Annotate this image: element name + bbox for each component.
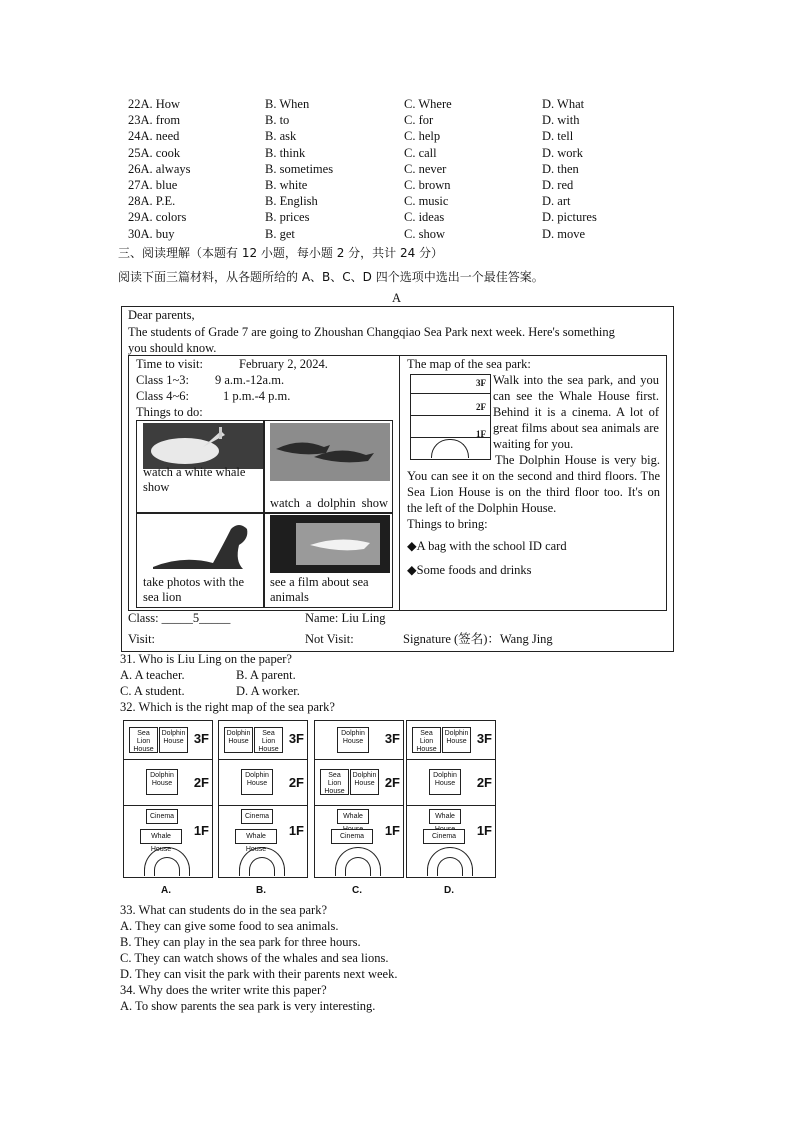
option-b: B. think (265, 145, 306, 160)
map-option-label: A. (161, 885, 171, 896)
bring-item-2-text: Some foods and drinks (416, 563, 532, 577)
option-c: C. call (404, 145, 437, 160)
bring-item-1-text: A bag with the school ID card (416, 539, 567, 553)
greeting: Dear parents, (128, 308, 195, 322)
option-a: 27A. blue (128, 177, 178, 192)
floor-3f-label: 3F (193, 731, 209, 746)
map-text-2: The Dolphin House is very big. You can see it on the second and third floors. The Sea Lion House is on the third floor too. It's on the left of the Dolphin House. (407, 453, 660, 515)
option-b: B. When (265, 97, 310, 111)
class-b-time: 1 p.m.-4 p.m. (223, 389, 291, 403)
option-b: B. white (265, 177, 308, 192)
map-option-b[interactable] (218, 720, 308, 878)
activity-film (263, 512, 393, 608)
mini-map (410, 374, 491, 460)
table-divider (399, 356, 400, 610)
option-a: 22A. How (128, 97, 181, 111)
option-a: 23A. from (128, 113, 181, 128)
letter-box (121, 306, 674, 652)
mini-map-2f: 2F (476, 402, 486, 412)
q33-a: A. They can give some food to sea animals. (120, 919, 339, 933)
option-b: B. prices (265, 210, 310, 225)
mini-map-3f: 3F (476, 378, 486, 388)
map-room: Dolphin House (337, 727, 369, 753)
section-title: 三、阅读理解（本题有 12 小题，每小题 2 分，共计 24 分） (118, 246, 444, 260)
activity-sealion-label: take photos with the sea lion (143, 575, 245, 604)
map-room: Whale House (140, 829, 182, 844)
intro-line-2: you should know. (128, 341, 217, 355)
option-b: B. get (265, 226, 295, 241)
signature-field: Signature (签名)：Wang Jing (403, 632, 553, 646)
option-d: D. then (542, 161, 579, 176)
map-option-label: B. (256, 885, 266, 896)
map-room: Cinema (241, 809, 273, 824)
not-visit-field: Not Visit: (305, 632, 354, 646)
q31-c: C. A student. (120, 684, 185, 698)
option-b: B. sometimes (265, 161, 334, 176)
map-room: Whale House (235, 829, 277, 844)
visit-field: Visit: (128, 632, 156, 646)
activity-dolphin (263, 420, 393, 514)
floor-1f-label: 1F (384, 823, 400, 838)
info-table (128, 355, 667, 611)
class-a-label: Class 1~3: (136, 373, 189, 387)
map-option-a[interactable] (123, 720, 213, 878)
option-a: 26A. always (128, 161, 191, 176)
q33-c: C. They can watch shows of the whales and sea lions. (120, 951, 389, 965)
floor-2f-label: 2F (193, 775, 209, 790)
option-b: B. ask (265, 129, 297, 144)
option-d: D. What (542, 97, 585, 111)
option-a: 28A. P.E. (128, 194, 176, 209)
bring-item-2: ◆Some foods and drinks (407, 563, 532, 577)
activity-whale (136, 420, 265, 514)
option-d: D. pictures (542, 210, 597, 225)
activity-film-label: see a film about sea animals (270, 575, 369, 604)
map-option-c[interactable] (314, 720, 404, 878)
option-b: B. to (265, 113, 290, 128)
option-c: C. ideas (404, 210, 445, 225)
option-d: D. red (542, 177, 574, 192)
option-d: D. with (542, 113, 580, 128)
q31-d: D. A worker. (236, 684, 300, 698)
q31-stem: 31. Who is Liu Ling on the paper? (120, 652, 292, 666)
film-photo (270, 515, 390, 573)
passage-label: A (392, 291, 402, 305)
activity-dolphin-label: watch a dolphin show (270, 496, 388, 510)
map-room: Whale (429, 809, 461, 824)
time-label: Time to visit: (136, 357, 203, 371)
class-field: Class: _____5_____ (128, 611, 231, 625)
floor-3f-label: 3F (384, 731, 400, 746)
map-text-1: Walk into the sea park, and you can see the Whale House first. Behind it is a cinema. A lot of great films about sea animals are waiting for you. (493, 373, 659, 451)
floor-1f-label: 1F (193, 823, 209, 838)
map-room: Sea Lion House (412, 727, 441, 753)
option-c: C. show (404, 226, 445, 241)
mini-map-1f: 1F (476, 429, 486, 439)
floor-2f-label: 2F (384, 775, 400, 790)
map-option-d[interactable] (406, 720, 496, 878)
map-room: Dolphin House (241, 769, 273, 795)
option-a: 24A. need (128, 129, 180, 144)
floor-2f-label: 2F (288, 775, 304, 790)
map-room: Dolphin House (429, 769, 461, 795)
q32-stem: 32. Which is the right map of the sea park? (120, 700, 335, 714)
map-room: Dolphin House (350, 769, 379, 795)
option-d: D. tell (542, 129, 574, 144)
option-d: D. art (542, 194, 571, 209)
option-b: B. English (265, 194, 318, 209)
dolphin-photo (270, 423, 390, 481)
map-option-label: D. (444, 885, 454, 896)
map-title: The map of the sea park: (407, 357, 531, 371)
map-room: Sea Lion House (254, 727, 283, 753)
entrance-arch-inner (154, 857, 180, 876)
option-c: C. Where (404, 97, 452, 111)
map-room: Dolphin House (224, 727, 253, 753)
sealion-photo (143, 515, 263, 573)
entrance-arch-inner (249, 857, 275, 876)
map-room: Cinema (423, 829, 465, 844)
map-option-label: C. (352, 885, 362, 896)
activity-whale-label: watch a white whale show (143, 465, 246, 494)
q34-a: A. To show parents the sea park is very interesting. (120, 999, 376, 1013)
floor-2f-label: 2F (476, 775, 492, 790)
section-instruction: 阅读下面三篇材料，从各题所给的 A、B、C、D 四个选项中选出一个最佳答案。 (118, 270, 544, 284)
q33-d: D. They can visit the park with their parents next week. (120, 967, 398, 981)
class-a-time: 9 a.m.-12a.m. (215, 373, 285, 387)
things-to-bring: Things to bring: (407, 517, 488, 531)
class-b-label: Class 4~6: (136, 389, 189, 403)
name-field: Name: Liu Ling (305, 611, 386, 625)
q31-b: B. A parent. (236, 668, 296, 682)
things-to-do: Things to do: (136, 405, 203, 419)
q33-stem: 33. What can students do in the sea park? (120, 903, 328, 917)
floor-3f-label: 3F (476, 731, 492, 746)
floor-1f-label: 1F (476, 823, 492, 838)
option-a: 29A. colors (128, 210, 187, 225)
option-d: D. work (542, 145, 583, 160)
option-c: C. music (404, 194, 449, 209)
map-room: Cinema (331, 829, 373, 844)
entrance-arch-inner (437, 857, 463, 876)
map-room: Whale (337, 809, 369, 824)
q33-b: B. They can play in the sea park for three hours. (120, 935, 361, 949)
q34-stem: 34. Why does the writer write this paper? (120, 983, 327, 997)
option-d: D. move (542, 226, 586, 241)
floor-3f-label: 3F (288, 731, 304, 746)
bring-item-1: ◆A bag with the school ID card (407, 539, 567, 553)
time-value: February 2, 2024. (239, 357, 328, 371)
activity-sealion (136, 512, 265, 608)
map-room: Cinema (146, 809, 178, 824)
map-room: Dolphin House (146, 769, 178, 795)
map-room: Dolphin House (159, 727, 188, 753)
entrance-arch-inner (345, 857, 371, 876)
floor-1f-label: 1F (288, 823, 304, 838)
map-room: Sea Lion House (129, 727, 158, 753)
whale-photo (143, 423, 263, 469)
option-c: C. help (404, 129, 441, 144)
map-room: Dolphin House (442, 727, 471, 753)
option-a: 30A. buy (128, 226, 175, 241)
q31-a: A. A teacher. (120, 668, 185, 682)
option-c: C. brown (404, 177, 451, 192)
intro-line-1: The students of Grade 7 are going to Zhoushan Changqiao Sea Park next week. Here's something (128, 325, 615, 339)
option-c: C. never (404, 161, 447, 176)
map-room: Sea Lion House (320, 769, 349, 795)
option-a: 25A. cook (128, 145, 181, 160)
option-c: C. for (404, 113, 434, 128)
